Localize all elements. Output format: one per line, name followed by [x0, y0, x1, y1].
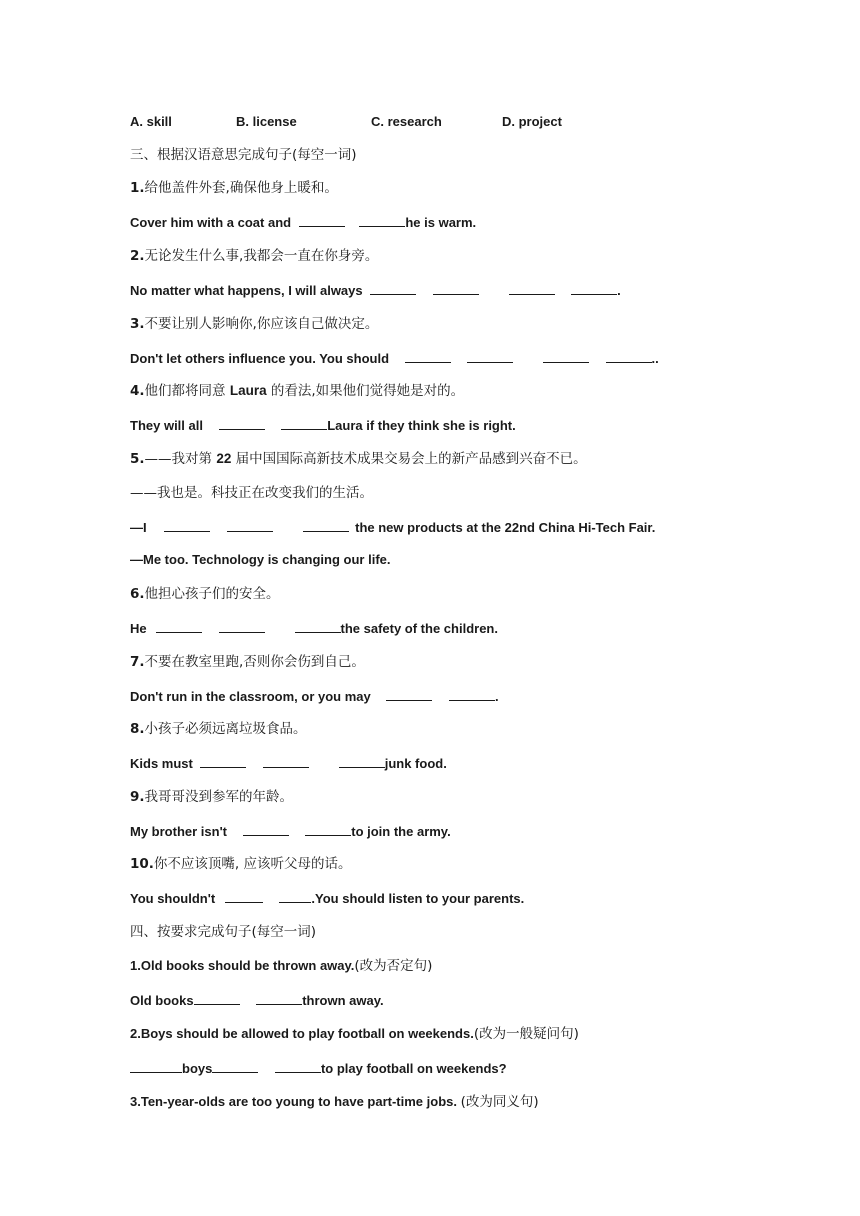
blank[interactable]: [543, 348, 589, 363]
blank[interactable]: [433, 280, 479, 295]
q1-number: 1.: [130, 180, 145, 196]
q8-number: 8.: [130, 721, 145, 737]
s4-q2-requirement: (改为一般疑问句): [473, 1026, 579, 1042]
q7-english: [130, 686, 499, 706]
q5-english: [130, 517, 655, 537]
q3-en-b: ..: [651, 351, 659, 366]
q2-en-b: .: [617, 283, 621, 298]
q7-en-b: .: [495, 689, 499, 704]
q1-chinese: [130, 178, 338, 198]
blank[interactable]: [225, 888, 263, 903]
q8-chinese: [130, 719, 307, 739]
s4-q3-requirement: (改为同义句): [460, 1094, 539, 1110]
blank[interactable]: [295, 618, 341, 633]
q9-en-a: My brother isn't: [130, 824, 227, 839]
q10-number: 10.: [130, 856, 154, 872]
q5-en-b: the new products at the 22nd China Hi-Tech Fair.: [355, 520, 656, 535]
blank[interactable]: [339, 753, 385, 768]
q5-number: 5.: [130, 451, 145, 467]
q8-en-b: junk food.: [384, 756, 447, 771]
q2-chinese: [130, 246, 378, 266]
s4-q2-number: 2.: [130, 1026, 141, 1041]
q10-english: [130, 888, 524, 908]
q10-chinese: [130, 854, 352, 874]
q10-en-b: .You should listen to your parents.: [311, 891, 525, 906]
q1-zh-text: 给他盖件外套,确保他身上暖和。: [144, 180, 338, 196]
q5-en-a: —I: [130, 520, 147, 535]
q4-en-b: Laura if they think she is right.: [327, 418, 516, 433]
s4-q2: [130, 1024, 579, 1044]
blank[interactable]: [509, 280, 555, 295]
s4-q3: [130, 1092, 539, 1112]
q3-number: 3.: [130, 316, 145, 332]
q5-zh-a: ——我对第: [144, 451, 217, 467]
q2-number: 2.: [130, 248, 145, 264]
s4-q3-text: Ten-year-olds are too young to have part-time jobs.: [140, 1094, 461, 1109]
option-a: A. skill: [130, 114, 172, 129]
q7-number: 7.: [130, 654, 145, 670]
q3-chinese: [130, 314, 378, 334]
s4-q3-number: 3.: [130, 1094, 141, 1109]
s4-q1: [130, 956, 432, 976]
blank[interactable]: [263, 753, 309, 768]
blank[interactable]: [467, 348, 513, 363]
blank[interactable]: [219, 415, 265, 430]
option-b: B. license: [236, 114, 297, 129]
q1-en-b: he is warm.: [405, 215, 477, 230]
blank[interactable]: [386, 686, 432, 701]
blank[interactable]: [164, 517, 210, 532]
q5-english-reply: —Me too. Technology is changing our life.: [130, 552, 391, 567]
blank[interactable]: [281, 415, 327, 430]
s4-q1-requirement: (改为否定句): [354, 958, 433, 974]
section-3-heading: 三、根据汉语意思完成句子(每空一词): [130, 147, 357, 163]
s4-q1-a-post: thrown away.: [302, 993, 384, 1008]
q4-zh-a: 他们都将同意: [144, 383, 230, 399]
q4-number: 4.: [130, 383, 145, 399]
blank[interactable]: [359, 212, 405, 227]
q2-en-a: No matter what happens, I will always: [130, 283, 363, 298]
blank[interactable]: [571, 280, 617, 295]
blank[interactable]: [305, 821, 351, 836]
blank[interactable]: [256, 990, 302, 1005]
s4-q1-a-pre: Old books: [130, 993, 194, 1008]
blank[interactable]: [130, 1058, 182, 1073]
q7-zh-text: 不要在教室里跑,否则你会伤到自己。: [144, 654, 365, 670]
q1-english: [130, 212, 476, 232]
q7-chinese: [130, 652, 365, 672]
q8-en-a: Kids must: [130, 756, 193, 771]
q3-zh-text: 不要让别人影响你,你应该自己做决定。: [144, 316, 379, 332]
q5-chinese: [130, 449, 587, 469]
q4-chinese: [130, 381, 464, 401]
blank[interactable]: [405, 348, 451, 363]
blank[interactable]: [449, 686, 495, 701]
blank[interactable]: [227, 517, 273, 532]
q4-english: [130, 415, 516, 435]
s4-q2-answer: [130, 1058, 507, 1078]
section-4-heading: 四、按要求完成句子(每空一词): [130, 924, 317, 940]
q5-zh-b: 届中国国际高新技术成果交易会上的新产品感到兴奋不已。: [231, 451, 587, 467]
q6-number: 6.: [130, 586, 145, 602]
q5-chinese-reply: ——我也是。科技正在改变我们的生活。: [130, 485, 373, 501]
q9-number: 9.: [130, 789, 145, 805]
q2-zh-text: 无论发生什么事,我都会一直在你身旁。: [144, 248, 379, 264]
q5-zh-num: 22: [216, 451, 232, 466]
blank[interactable]: [606, 348, 652, 363]
option-d: D. project: [502, 114, 562, 129]
q6-zh-text: 他担心孩子们的安全。: [144, 586, 280, 602]
blank[interactable]: [200, 753, 246, 768]
blank[interactable]: [156, 618, 202, 633]
q10-en-a: You shouldn't: [130, 891, 216, 906]
q4-zh-name: Laura: [229, 383, 267, 398]
blank[interactable]: [303, 517, 349, 532]
s4-q1-answer: [130, 990, 384, 1010]
q8-english: [130, 753, 447, 773]
q6-english: [130, 618, 498, 638]
s4-q1-number: 1.: [130, 958, 141, 973]
q10-zh-text: 你不应该顶嘴, 应该听父母的话。: [153, 856, 352, 872]
s4-q2-text: Boys should be allowed to play football on weekends.: [140, 1026, 474, 1041]
s4-q2-a-post: to play football on weekends?: [320, 1061, 507, 1076]
q6-en-b: the safety of the children.: [340, 621, 498, 636]
blank[interactable]: [219, 618, 265, 633]
q9-zh-text: 我哥哥没到参军的年龄。: [144, 789, 294, 805]
blank[interactable]: [370, 280, 416, 295]
q9-en-b: to join the army.: [351, 824, 451, 839]
q3-en-a: Don't let others influence you. You should: [130, 351, 390, 366]
q4-en-a: They will all: [130, 418, 203, 433]
q8-zh-text: 小孩子必须远离垃圾食品。: [144, 721, 307, 737]
s4-q2-a-mid: boys: [182, 1061, 213, 1076]
blank[interactable]: [275, 1058, 321, 1073]
q7-en-a: Don't run in the classroom, or you may: [130, 689, 371, 704]
blank[interactable]: [212, 1058, 258, 1073]
q3-english: [130, 348, 659, 368]
q9-chinese: [130, 787, 293, 807]
q9-english: [130, 821, 451, 841]
blank[interactable]: [243, 821, 289, 836]
q6-en-a: He: [130, 621, 147, 636]
q4-zh-b: 的看法,如果他们觉得她是对的。: [266, 383, 465, 399]
q6-chinese: [130, 584, 280, 604]
q2-english: [130, 280, 621, 300]
option-c: C. research: [371, 114, 442, 129]
blank[interactable]: [299, 212, 345, 227]
blank[interactable]: [279, 888, 311, 903]
q1-en-a: Cover him with a coat and: [130, 215, 292, 230]
s4-q1-text: Old books should be thrown away.: [140, 958, 355, 973]
blank[interactable]: [194, 990, 240, 1005]
